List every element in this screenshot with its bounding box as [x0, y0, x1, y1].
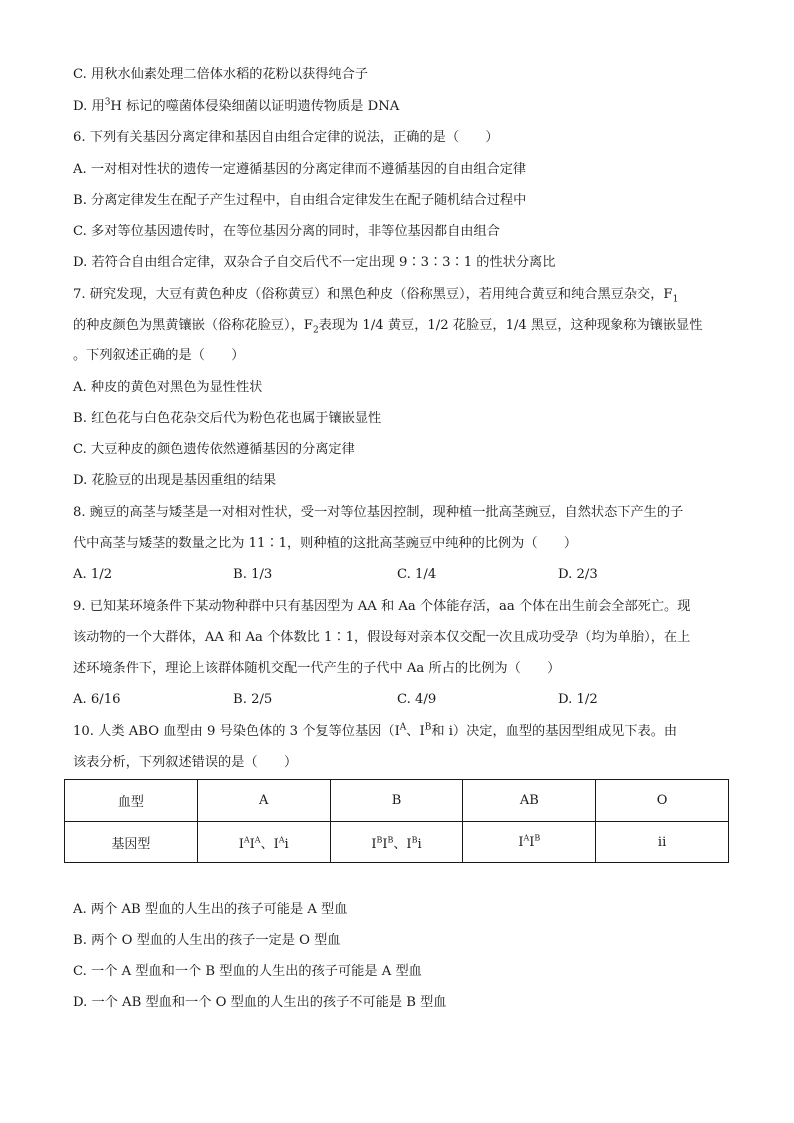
q9-options	[73, 690, 733, 710]
q5-option-d: D. 用$^3$H 标记的噬菌体侵染细菌以证明遗传物质是 DNA	[73, 97, 400, 114]
q7-stem-line1: 7. 研究发现，大豆有黄色种皮（俗称黄豆）和黑色种皮（俗称黑豆），若用纯合黄豆和纯合黑豆杂交，$F_1$	[73, 287, 679, 305]
table-cell: AB	[463, 780, 596, 822]
q7-option-c: C. 大豆种皮的颜色遗传依然遵循基因的分离定律	[73, 442, 355, 457]
q6-stem: 6. 下列有关基因分离定律和基因自由组合定律的说法，正确的是（ ）	[73, 130, 499, 145]
table-cell: B	[330, 780, 463, 822]
q8-option-c: C. 1/4	[397, 567, 437, 582]
q6-option-d: D. 若符合自由组合定律，双杂合子自交后代不一定出现 9∶3∶3∶1 的性状分离比	[73, 255, 556, 270]
q7-option-d: D. 花脸豆的出现是基因重组的结果	[73, 473, 277, 488]
q9-option-a: A. 6/16	[73, 692, 121, 707]
q6-option-c: C. 多对等位基因遗传时，在等位基因分离的同时，非等位基因都自由组合	[73, 224, 500, 239]
table-row	[65, 822, 729, 863]
q8-option-b: B. 1/3	[233, 567, 273, 582]
q9-option-c: C. 4/9	[397, 692, 437, 707]
q10-option-d: D. 一个 AB 型血和一个 O 型血的人生出的孩子不可能是 B 型血	[73, 995, 447, 1010]
q8-stem-line1: 8. 豌豆的高茎与矮茎是一对相对性状，受一对等位基因控制，现种植一批高茎豌豆，自然状态下产生的子	[73, 505, 684, 520]
q5-option-c: C. 用秋水仙素处理二倍体水稻的花粉以获得纯合子	[73, 67, 368, 82]
q7-stem-line3: 。下列叙述正确的是（ ）	[73, 348, 245, 363]
q9-option-d: D. 1/2	[558, 692, 598, 707]
q9-stem-line1: 9. 已知某环境条件下某动物种群中只有基因型为 AA 和 Aa 个体能存活，aa 个体在出生前会全部死亡。现	[73, 599, 691, 614]
q8-options	[73, 565, 733, 585]
q8-stem-line2: 代中高茎与矮茎的数量之比为 11∶1，则种植的这批高茎豌豆中纯种的比例为（ ）	[73, 536, 578, 551]
genotype-o-cell: ii	[596, 822, 729, 863]
q8-option-a: A. 1/2	[73, 567, 113, 582]
q7-option-b: B. 红色花与白色花杂交后代为粉色花也属于镶嵌显性	[73, 411, 382, 426]
q10-stem-line1: 10. 人类 ABO 血型由 9 号染色体的 3 个复等位基因（$I^A$、$I^B$和 i）决定，血型的基因型组成见下表。由	[73, 722, 678, 739]
genotype-b-cell: $I^BI^B$、$I^Bi$	[330, 822, 463, 863]
table-cell: O	[596, 780, 729, 822]
q6-option-b: B. 分离定律发生在配子产生过程中，自由组合定律发生在配子随机结合过程中	[73, 193, 527, 208]
q7-stem-line2: 的种皮颜色为黑黄镶嵌（俗称花脸豆），$F_2$表现为 1/4 黄豆，1/2 花脸豆，1/4 黑豆，这种现象称为镶嵌显性	[73, 318, 703, 336]
genotype-a-cell: $I^AI^A$、$I^Ai$	[197, 822, 330, 863]
table-cell: 基因型	[65, 822, 198, 863]
q10-stem-line2: 该表分析，下列叙述错误的是（ ）	[73, 755, 298, 770]
q9-stem-line2: 该动物的一个大群体，AA 和 Aa 个体数比 1∶1，假设每对亲本仅交配一次且成功受孕（均为单胎），在上	[73, 630, 691, 645]
q7-option-a: A. 种皮的黄色对黑色为显性性状	[73, 380, 263, 395]
q10-option-c: C. 一个 A 型血和一个 B 型血的人生出的孩子可能是 A 型血	[73, 964, 422, 979]
blood-type-table	[64, 779, 729, 863]
table-header-row	[65, 780, 729, 822]
q6-option-a: A. 一对相对性状的遗传一定遵循基因的分离定律而不遵循基因的自由组合定律	[73, 162, 527, 177]
q8-option-d: D. 2/3	[558, 567, 598, 582]
table-cell: A	[197, 780, 330, 822]
table-cell: 血型	[65, 780, 198, 822]
q9-stem-line3: 述环境条件下，理论上该群体随机交配一代产生的子代中 Aa 所占的比例为（ ）	[73, 661, 561, 676]
genotype-ab-cell: $I^AI^B$	[463, 822, 596, 863]
q10-option-a: A. 两个 AB 型血的人生出的孩子可能是 A 型血	[73, 902, 348, 917]
q9-option-b: B. 2/5	[233, 692, 273, 707]
q10-option-b: B. 两个 O 型血的人生出的孩子一定是 O 型血	[73, 933, 341, 948]
